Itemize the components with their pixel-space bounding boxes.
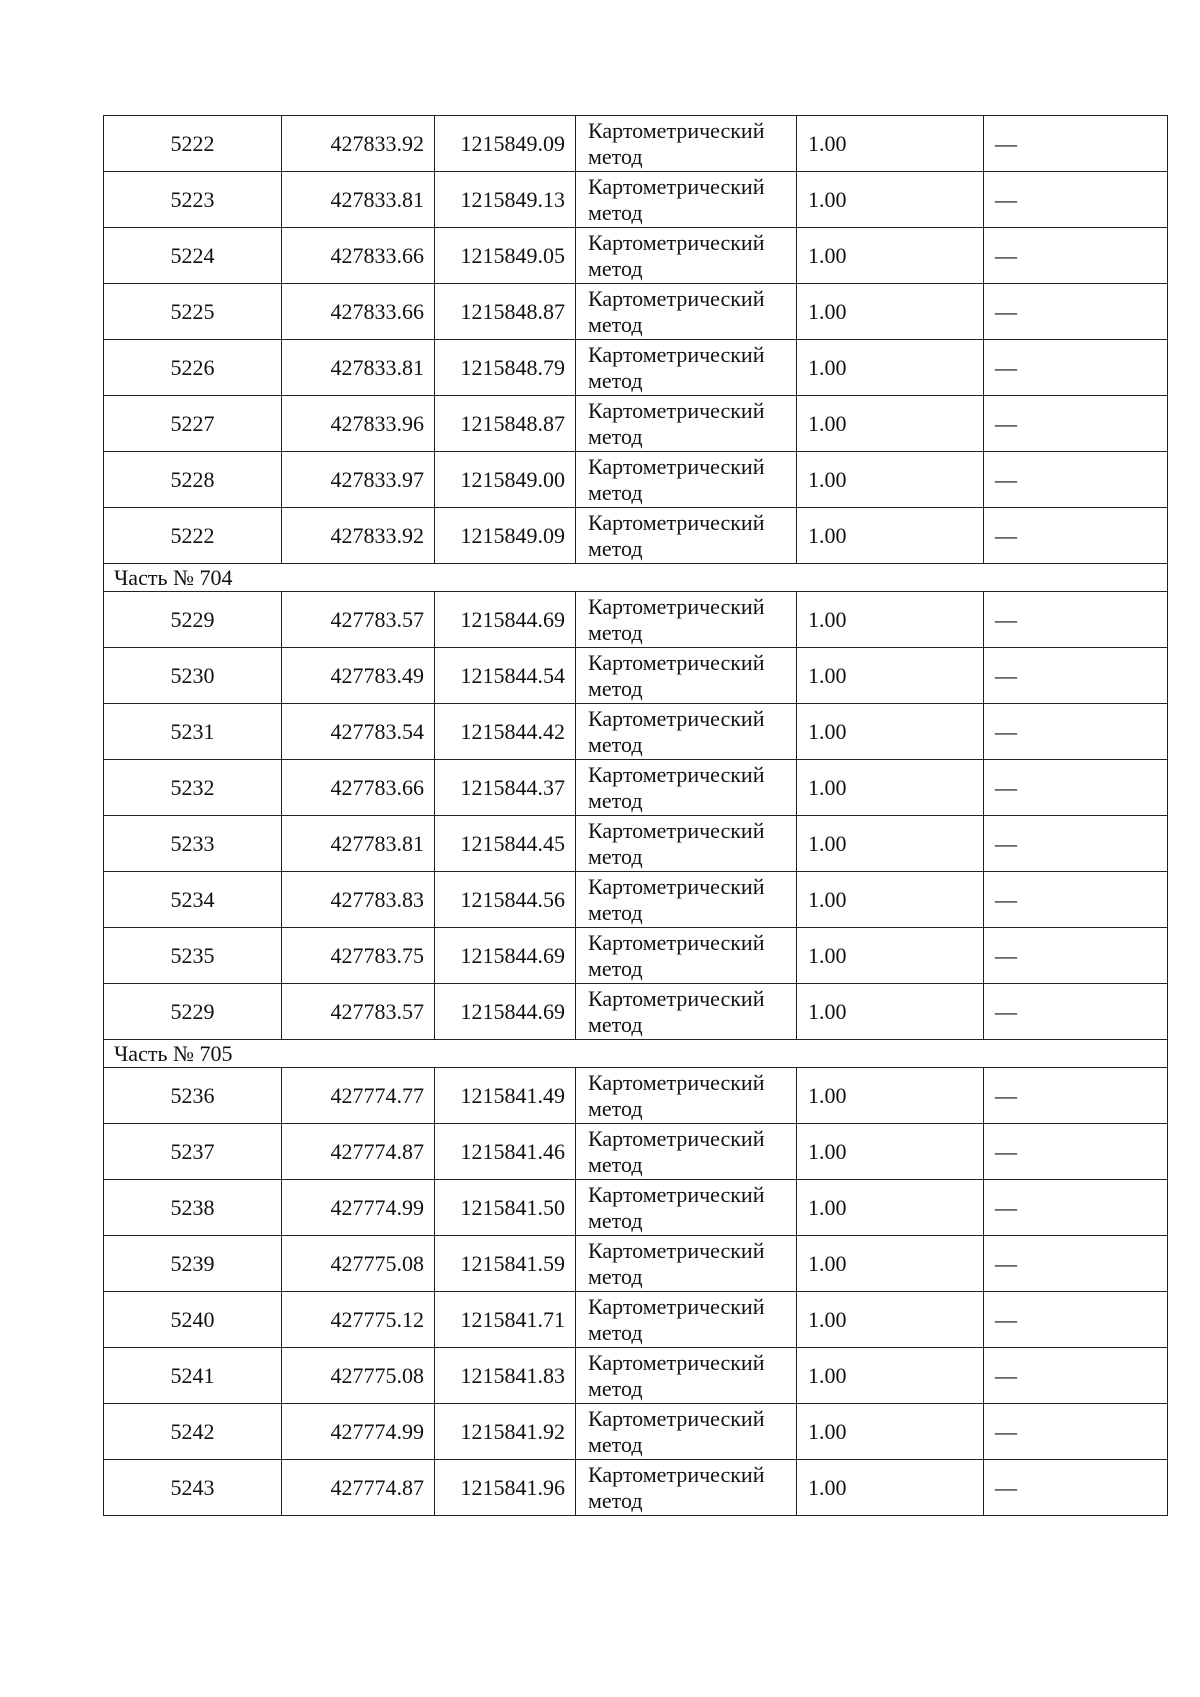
- accuracy-cell: 1.00: [797, 1068, 984, 1124]
- method-line-2: метод: [588, 1487, 643, 1513]
- y-coordinate-cell: 1215841.50: [435, 1180, 576, 1236]
- y-coordinate-cell: 1215848.87: [435, 284, 576, 340]
- method-cell: [576, 228, 797, 284]
- method-cell: [576, 984, 797, 1040]
- point-number-cell: 5237: [104, 1124, 282, 1180]
- method-cell: [576, 1180, 797, 1236]
- part-header-row: [104, 1040, 1168, 1068]
- table-row: [104, 704, 1168, 760]
- note-cell: —: [984, 648, 1168, 704]
- point-number-cell: 5222: [104, 508, 282, 564]
- x-coordinate-cell: 427774.87: [282, 1124, 435, 1180]
- y-coordinate-cell: 1215841.59: [435, 1236, 576, 1292]
- method-line-2: метод: [588, 1319, 643, 1345]
- point-number-cell: 5229: [104, 984, 282, 1040]
- accuracy-cell: 1.00: [797, 172, 984, 228]
- x-coordinate-cell: 427775.08: [282, 1348, 435, 1404]
- method-line-2: метод: [588, 535, 643, 561]
- method-cell: [576, 704, 797, 760]
- table-row: [104, 284, 1168, 340]
- accuracy-cell: 1.00: [797, 648, 984, 704]
- note-cell: —: [984, 704, 1168, 760]
- accuracy-cell: 1.00: [797, 592, 984, 648]
- x-coordinate-cell: 427833.92: [282, 116, 435, 172]
- method-line-1: Картометрический: [588, 509, 765, 535]
- table-row: [104, 1068, 1168, 1124]
- y-coordinate-cell: 1215841.49: [435, 1068, 576, 1124]
- note-cell: —: [984, 1068, 1168, 1124]
- method-cell: [576, 1404, 797, 1460]
- method-line-1: Картометрический: [588, 1125, 765, 1151]
- method-cell: [576, 760, 797, 816]
- method-line-1: Картометрический: [588, 341, 765, 367]
- accuracy-cell: 1.00: [797, 508, 984, 564]
- note-cell: —: [984, 1460, 1168, 1516]
- point-number-cell: 5241: [104, 1348, 282, 1404]
- method-cell: [576, 396, 797, 452]
- accuracy-cell: 1.00: [797, 1348, 984, 1404]
- point-number-cell: 5242: [104, 1404, 282, 1460]
- accuracy-cell: 1.00: [797, 1180, 984, 1236]
- point-number-cell: 5227: [104, 396, 282, 452]
- table-row: [104, 1460, 1168, 1516]
- y-coordinate-cell: 1215849.05: [435, 228, 576, 284]
- table-row: [104, 1292, 1168, 1348]
- accuracy-cell: 1.00: [797, 704, 984, 760]
- method-cell: [576, 1460, 797, 1516]
- accuracy-cell: 1.00: [797, 1236, 984, 1292]
- table-row: [104, 872, 1168, 928]
- method-line-1: Картометрический: [588, 397, 765, 423]
- method-line-1: Картометрический: [588, 1349, 765, 1375]
- method-cell: [576, 1292, 797, 1348]
- method-line-2: метод: [588, 787, 643, 813]
- method-line-2: метод: [588, 255, 643, 281]
- accuracy-cell: 1.00: [797, 228, 984, 284]
- method-line-1: Картометрический: [588, 229, 765, 255]
- x-coordinate-cell: 427774.99: [282, 1180, 435, 1236]
- point-number-cell: 5222: [104, 116, 282, 172]
- point-number-cell: 5226: [104, 340, 282, 396]
- accuracy-cell: 1.00: [797, 1292, 984, 1348]
- table-row: [104, 396, 1168, 452]
- method-line-1: Картометрический: [588, 117, 765, 143]
- note-cell: —: [984, 508, 1168, 564]
- table-row: [104, 1180, 1168, 1236]
- y-coordinate-cell: 1215848.79: [435, 340, 576, 396]
- point-number-cell: 5234: [104, 872, 282, 928]
- note-cell: —: [984, 1404, 1168, 1460]
- note-cell: —: [984, 1124, 1168, 1180]
- x-coordinate-cell: 427833.66: [282, 284, 435, 340]
- point-number-cell: 5243: [104, 1460, 282, 1516]
- y-coordinate-cell: 1215844.54: [435, 648, 576, 704]
- point-number-cell: 5239: [104, 1236, 282, 1292]
- table-row: [104, 228, 1168, 284]
- method-cell: [576, 816, 797, 872]
- accuracy-cell: 1.00: [797, 984, 984, 1040]
- method-line-2: метод: [588, 199, 643, 225]
- method-line-2: метод: [588, 1151, 643, 1177]
- accuracy-cell: 1.00: [797, 872, 984, 928]
- method-line-1: Картометрический: [588, 929, 765, 955]
- method-line-1: Картометрический: [588, 985, 765, 1011]
- accuracy-cell: 1.00: [797, 1124, 984, 1180]
- accuracy-cell: 1.00: [797, 116, 984, 172]
- point-number-cell: 5236: [104, 1068, 282, 1124]
- note-cell: —: [984, 1236, 1168, 1292]
- x-coordinate-cell: 427833.92: [282, 508, 435, 564]
- method-cell: [576, 284, 797, 340]
- x-coordinate-cell: 427775.08: [282, 1236, 435, 1292]
- y-coordinate-cell: 1215841.92: [435, 1404, 576, 1460]
- accuracy-cell: 1.00: [797, 1460, 984, 1516]
- point-number-cell: 5230: [104, 648, 282, 704]
- accuracy-cell: 1.00: [797, 340, 984, 396]
- method-line-2: метод: [588, 479, 643, 505]
- method-line-2: метод: [588, 731, 643, 757]
- method-line-1: Картометрический: [588, 1293, 765, 1319]
- table-row: [104, 1124, 1168, 1180]
- table-row: [104, 172, 1168, 228]
- note-cell: —: [984, 284, 1168, 340]
- method-cell: [576, 116, 797, 172]
- x-coordinate-cell: 427783.57: [282, 984, 435, 1040]
- x-coordinate-cell: 427775.12: [282, 1292, 435, 1348]
- method-cell: [576, 928, 797, 984]
- x-coordinate-cell: 427833.81: [282, 172, 435, 228]
- table-row: [104, 592, 1168, 648]
- method-line-1: Картометрический: [588, 1237, 765, 1263]
- x-coordinate-cell: 427833.97: [282, 452, 435, 508]
- method-line-1: Картометрический: [588, 817, 765, 843]
- point-number-cell: 5225: [104, 284, 282, 340]
- method-line-1: Картометрический: [588, 173, 765, 199]
- accuracy-cell: 1.00: [797, 928, 984, 984]
- table-row: [104, 760, 1168, 816]
- x-coordinate-cell: 427774.99: [282, 1404, 435, 1460]
- x-coordinate-cell: 427774.87: [282, 1460, 435, 1516]
- y-coordinate-cell: 1215844.56: [435, 872, 576, 928]
- method-line-2: метод: [588, 1207, 643, 1233]
- note-cell: —: [984, 816, 1168, 872]
- x-coordinate-cell: 427833.66: [282, 228, 435, 284]
- y-coordinate-cell: 1215841.46: [435, 1124, 576, 1180]
- table-row: [104, 340, 1168, 396]
- method-cell: [576, 872, 797, 928]
- method-line-2: метод: [588, 1095, 643, 1121]
- method-line-1: Картометрический: [588, 649, 765, 675]
- point-number-cell: 5233: [104, 816, 282, 872]
- note-cell: —: [984, 396, 1168, 452]
- table-row: [104, 816, 1168, 872]
- table-row: [104, 116, 1168, 172]
- y-coordinate-cell: 1215849.09: [435, 116, 576, 172]
- note-cell: —: [984, 172, 1168, 228]
- y-coordinate-cell: 1215841.83: [435, 1348, 576, 1404]
- note-cell: —: [984, 1180, 1168, 1236]
- y-coordinate-cell: 1215844.69: [435, 592, 576, 648]
- x-coordinate-cell: 427833.81: [282, 340, 435, 396]
- y-coordinate-cell: 1215844.37: [435, 760, 576, 816]
- method-line-1: Картометрический: [588, 593, 765, 619]
- method-cell: [576, 648, 797, 704]
- table-row: [104, 1404, 1168, 1460]
- part-label: Часть № 704: [104, 564, 1168, 592]
- accuracy-cell: 1.00: [797, 284, 984, 340]
- method-line-2: метод: [588, 1375, 643, 1401]
- x-coordinate-cell: 427833.96: [282, 396, 435, 452]
- note-cell: —: [984, 592, 1168, 648]
- part-header-row: [104, 564, 1168, 592]
- x-coordinate-cell: 427783.83: [282, 872, 435, 928]
- x-coordinate-cell: 427783.75: [282, 928, 435, 984]
- method-line-2: метод: [588, 1011, 643, 1037]
- point-number-cell: 5240: [104, 1292, 282, 1348]
- y-coordinate-cell: 1215849.13: [435, 172, 576, 228]
- point-number-cell: 5238: [104, 1180, 282, 1236]
- method-line-2: метод: [588, 843, 643, 869]
- note-cell: —: [984, 1348, 1168, 1404]
- note-cell: —: [984, 928, 1168, 984]
- point-number-cell: 5229: [104, 592, 282, 648]
- part-label: Часть № 705: [104, 1040, 1168, 1068]
- table-row: [104, 1348, 1168, 1404]
- method-line-1: Картометрический: [588, 1069, 765, 1095]
- method-cell: [576, 172, 797, 228]
- method-line-2: метод: [588, 143, 643, 169]
- table-row: [104, 648, 1168, 704]
- x-coordinate-cell: 427783.49: [282, 648, 435, 704]
- method-line-2: метод: [588, 619, 643, 645]
- table-body: [104, 116, 1168, 1516]
- y-coordinate-cell: 1215849.09: [435, 508, 576, 564]
- note-cell: —: [984, 228, 1168, 284]
- accuracy-cell: 1.00: [797, 816, 984, 872]
- method-line-1: Картометрический: [588, 1181, 765, 1207]
- y-coordinate-cell: 1215841.71: [435, 1292, 576, 1348]
- x-coordinate-cell: 427774.77: [282, 1068, 435, 1124]
- accuracy-cell: 1.00: [797, 452, 984, 508]
- method-line-2: метод: [588, 367, 643, 393]
- method-line-2: метод: [588, 955, 643, 981]
- method-line-2: метод: [588, 423, 643, 449]
- table-row: [104, 508, 1168, 564]
- point-number-cell: 5235: [104, 928, 282, 984]
- y-coordinate-cell: 1215848.87: [435, 396, 576, 452]
- x-coordinate-cell: 427783.57: [282, 592, 435, 648]
- y-coordinate-cell: 1215844.69: [435, 928, 576, 984]
- table-row: [104, 452, 1168, 508]
- method-line-2: метод: [588, 311, 643, 337]
- method-line-2: метод: [588, 899, 643, 925]
- point-number-cell: 5224: [104, 228, 282, 284]
- method-line-2: метод: [588, 675, 643, 701]
- point-number-cell: 5232: [104, 760, 282, 816]
- y-coordinate-cell: 1215841.96: [435, 1460, 576, 1516]
- method-line-2: метод: [588, 1431, 643, 1457]
- method-cell: [576, 452, 797, 508]
- note-cell: —: [984, 872, 1168, 928]
- note-cell: —: [984, 1292, 1168, 1348]
- accuracy-cell: 1.00: [797, 396, 984, 452]
- table-row: [104, 928, 1168, 984]
- table-row: [104, 984, 1168, 1040]
- method-cell: [576, 1348, 797, 1404]
- method-line-1: Картометрический: [588, 1461, 765, 1487]
- method-line-1: Картометрический: [588, 453, 765, 479]
- x-coordinate-cell: 427783.81: [282, 816, 435, 872]
- method-line-1: Картометрический: [588, 705, 765, 731]
- y-coordinate-cell: 1215849.00: [435, 452, 576, 508]
- method-cell: [576, 592, 797, 648]
- accuracy-cell: 1.00: [797, 1404, 984, 1460]
- method-line-1: Картометрический: [588, 1405, 765, 1431]
- method-line-1: Картометрический: [588, 873, 765, 899]
- method-line-1: Картометрический: [588, 761, 765, 787]
- point-number-cell: 5223: [104, 172, 282, 228]
- note-cell: —: [984, 340, 1168, 396]
- y-coordinate-cell: 1215844.45: [435, 816, 576, 872]
- note-cell: —: [984, 452, 1168, 508]
- method-cell: [576, 508, 797, 564]
- x-coordinate-cell: 427783.66: [282, 760, 435, 816]
- method-cell: [576, 340, 797, 396]
- point-number-cell: 5231: [104, 704, 282, 760]
- method-line-1: Картометрический: [588, 285, 765, 311]
- note-cell: —: [984, 984, 1168, 1040]
- point-number-cell: 5228: [104, 452, 282, 508]
- y-coordinate-cell: 1215844.69: [435, 984, 576, 1040]
- method-cell: [576, 1068, 797, 1124]
- accuracy-cell: 1.00: [797, 760, 984, 816]
- coordinates-table: [103, 115, 1168, 1516]
- method-cell: [576, 1124, 797, 1180]
- method-cell: [576, 1236, 797, 1292]
- method-line-2: метод: [588, 1263, 643, 1289]
- table-row: [104, 1236, 1168, 1292]
- y-coordinate-cell: 1215844.42: [435, 704, 576, 760]
- note-cell: —: [984, 760, 1168, 816]
- x-coordinate-cell: 427783.54: [282, 704, 435, 760]
- note-cell: —: [984, 116, 1168, 172]
